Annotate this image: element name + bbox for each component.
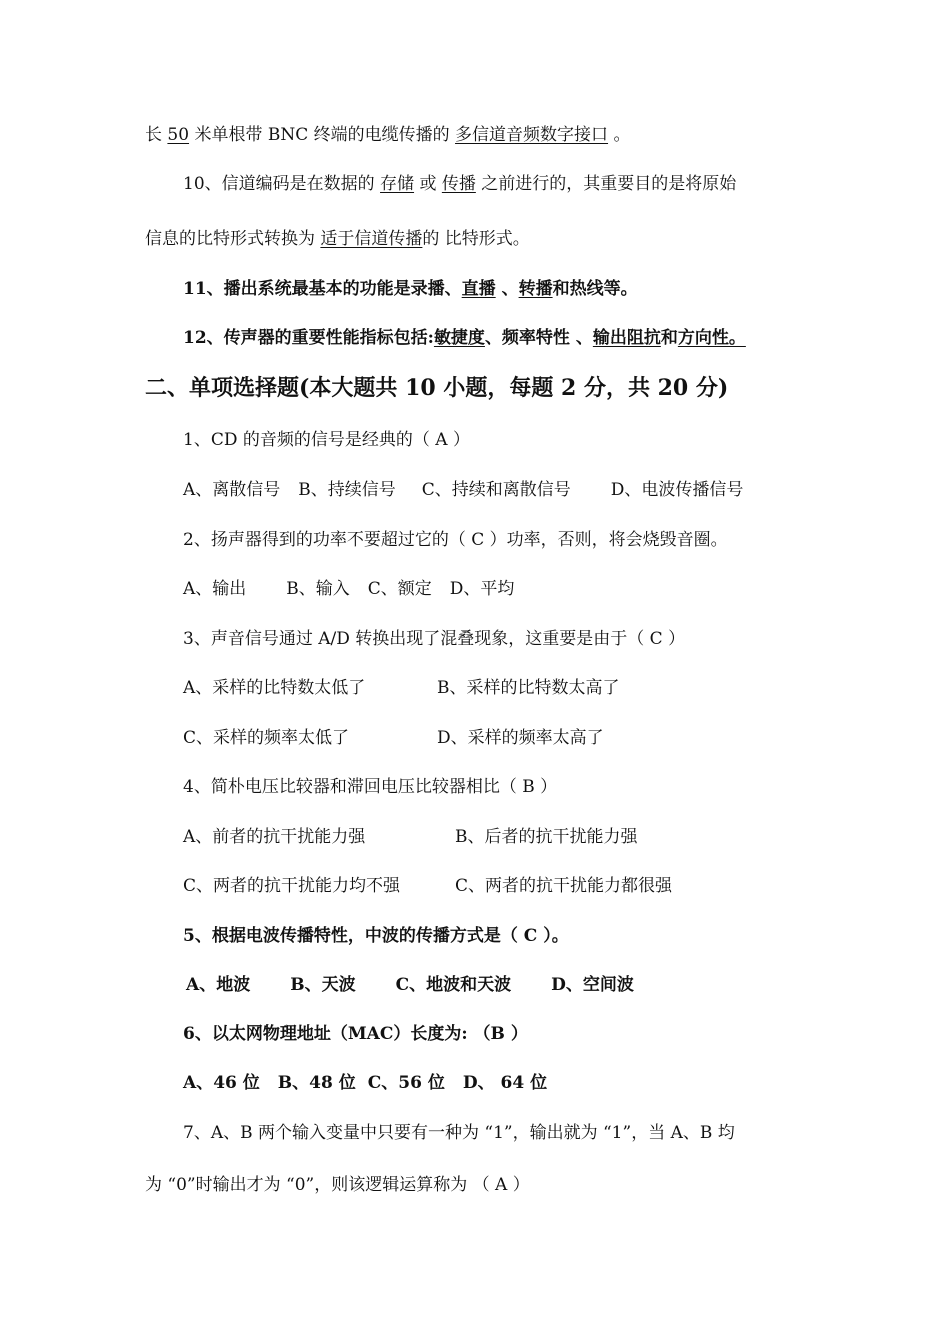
question-3-option-a: A、采样的比特数太低了: [183, 678, 366, 698]
text: 长: [145, 125, 168, 145]
option-b: B、天波: [290, 975, 356, 995]
answer-blank: 50: [167, 125, 190, 145]
answer-blank: 输出阻抗: [592, 328, 661, 348]
question-12: [183, 326, 746, 350]
question-3-option-b: B、采样的比特数太高了: [437, 678, 620, 698]
option-a: A、离散信号: [183, 480, 281, 500]
question-3-option-d: D、采样的频率太高了: [437, 728, 604, 748]
question-7-continued: 为 “0”时输出才为 “0”，则该逻辑运算称为 （ A ）: [145, 1175, 530, 1195]
section-heading: 二、单项选择题(本大题共 10 小题，每题 2 分，共 20 分): [145, 375, 729, 401]
answer-blank: 转播: [518, 279, 553, 299]
option-c: C、持续和离散信号: [421, 480, 571, 500]
question-6-stem: 6、以太网物理地址（MAC）长度为: （B ）: [183, 1024, 528, 1044]
question-3-stem: 3、声音信号通过 A/D 转换出现了混叠现象，这重要是由于（ C ）: [183, 629, 686, 649]
text: 或: [414, 174, 442, 194]
text: 、: [495, 279, 519, 299]
option-b: B、48 位: [277, 1073, 356, 1093]
answer-blank: 敏捷度: [433, 328, 485, 348]
option-d: D、空间波: [551, 975, 634, 995]
option-c: C、地波和天波: [395, 975, 512, 995]
question-1-stem: 1、CD 的音频的信号是经典的（ A ）: [183, 430, 470, 450]
question-7-stem: 7、A、B 两个输入变量中只要有一种为 “1”，输出就为 “1”，当 A、B 均: [183, 1123, 735, 1143]
text: 10、信道编码是在数据的: [183, 174, 381, 194]
question-1-options: [183, 478, 743, 502]
text: 12、传声器的重要性能指标包括:: [183, 328, 434, 348]
option-a: A、46 位: [183, 1073, 260, 1093]
question-4-option-d: C、两者的抗干扰能力都很强: [455, 876, 673, 896]
option-a: A、地波: [186, 975, 251, 995]
text: 和: [660, 328, 678, 348]
text: 和热线等。: [552, 279, 638, 299]
option-c: C、额定: [367, 579, 432, 599]
question-11: [183, 277, 638, 301]
text: 的 比特形式。: [422, 229, 530, 249]
question-10: [183, 172, 736, 196]
fill-line-1: [145, 123, 630, 147]
question-2-stem: 2、扬声器得到的功率不要超过它的（ C ）功率，否则，将会烧毁音圈。: [183, 530, 728, 550]
answer-blank: 多信道音频数字接口: [455, 125, 609, 145]
answer-blank: 方向性。: [677, 328, 746, 348]
question-5-options: [186, 973, 634, 997]
question-4-option-b: B、后者的抗干扰能力强: [455, 827, 638, 847]
question-5-stem: 5、根据电波传播特性，中波的传播方式是（ C ）。: [183, 926, 569, 946]
option-a: A、输出: [183, 579, 247, 599]
option-d: D、 64 位: [462, 1073, 548, 1093]
option-c: C、56 位: [367, 1073, 445, 1093]
option-d: D、平均: [449, 579, 515, 599]
option-b: B、输入: [286, 579, 350, 599]
text: 、频率特性 、: [484, 328, 593, 348]
option-b: B、持续信号: [298, 480, 396, 500]
question-10-continued: [145, 227, 530, 251]
question-6-options: [183, 1071, 547, 1095]
text: 米单根带 BNC 终端的电缆传播的: [189, 125, 456, 145]
text: 信息的比特形式转换为: [145, 229, 321, 249]
question-4-option-a: A、前者的抗干扰能力强: [183, 827, 366, 847]
question-2-options: [183, 577, 514, 601]
answer-blank: 适于信道传播: [320, 229, 423, 249]
question-3-option-c: C、采样的频率太低了: [183, 728, 350, 748]
text: 之前进行的，其重要目的是将原始: [475, 174, 737, 194]
text: 11、播出系统最基本的功能是录播、: [183, 279, 462, 299]
text: 。: [608, 125, 631, 145]
option-d: D、电波传播信号: [610, 480, 744, 500]
question-4-stem: 4、简朴电压比较器和滞回电压比较器相比（ B ）: [183, 777, 558, 797]
answer-blank: 存储: [380, 174, 415, 194]
answer-blank: 传播: [441, 174, 476, 194]
answer-blank: 直播: [461, 279, 496, 299]
question-4-option-c: C、两者的抗干扰能力均不强: [183, 876, 401, 896]
